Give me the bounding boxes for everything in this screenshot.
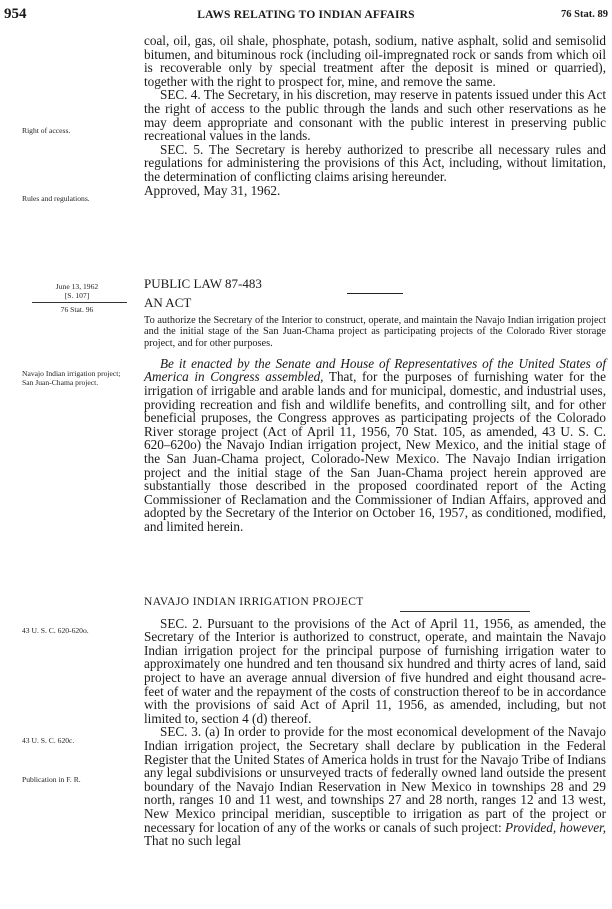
section-5: SEC. 5. The Secretary is hereby authorized to prescribe all necessary rules and regulations for administering the provisions of this Act, including, without limitation, the determination of conflicting claims arising hereunder. — [144, 141, 606, 184]
margin-note-date: June 13, 1962 — [55, 282, 99, 291]
running-title: LAWS RELATING TO INDIAN AFFAIRS — [197, 9, 415, 21]
approved-date: Approved, May 31, 1962. — [144, 182, 281, 198]
margin-note-bill: [S. 107] — [64, 291, 90, 300]
public-law-block — [144, 277, 606, 534]
running-header — [4, 6, 608, 28]
section-3-tail: That no such legal — [144, 833, 242, 849]
public-law-number: PUBLIC LAW 87-483 — [144, 276, 262, 291]
section-3-text: SEC. 3. (a) In order to provide for the most economical development of the Navajo Indian irrigation project, the Secretary shall declare by publication in the Federal Register that the United States of America holds in trust for the Navajo Tribe of Indians any legal subdivisions or unsurveyed tracts of federally owned land outside the present boundary of the Navajo Indian Reservation in New Mexico in townships 28 and 29 north, ranges 10 and 11 west, and townships 27 and 28 north, ranges 12 and 13 west, New Mexico principal meridian, susceptible to irrigation as part of the project or necessary for location of any of the works or canals of such project: — [144, 724, 606, 835]
section-4: SEC. 4. The Secretary, in his discretion, may reserve in patents issued under this Act the right of access to the public through the lands and such other reservations as he may deem appropriate and consonant with the public interest in preserving public recreational values in the lands. — [144, 87, 606, 144]
act-purpose: To authorize the Secretary of the Interior to construct, operate, and maintain the Navajo Indian irrigation project and the initial stage of the San Juan-Chama project as participating projects of the Colorado River storage project, and for other purposes. — [144, 315, 606, 349]
margin-note-usc-620: 43 U. S. C. 620-620o. — [22, 626, 89, 635]
margin-note-right-of-access: Right of access. — [22, 126, 71, 135]
margin-note-usc-620c: 43 U. S. C. 620c. — [22, 736, 75, 745]
margin-note-stat-ref: 76 Stat. 96 — [60, 305, 94, 314]
margin-note-publication: Publication in F. R. — [22, 775, 81, 784]
main-text — [144, 34, 606, 197]
continuation-paragraph: coal, oil, gas, oil shale, phosphate, potash, sodium, native asphalt, solid and semisolid bitumen, and bituminous rock (including oil-impregnated rock or sands from which oil is recoverable only by special treatment after the deposit is mined or quarried), together with the right to prospect for, mine, and remove the same. — [144, 33, 606, 89]
title-rule — [347, 293, 403, 294]
navajo-section-block — [144, 596, 606, 848]
statute-reference: 76 Stat. 89 — [561, 9, 608, 20]
page-number: 954 — [4, 6, 27, 22]
enacting-text: That, for the purposes of furnishing water for the irrigation of irrigable and arable lands and for municipal, domestic, and industrial uses, providing recreation and fish and wildlife benefits, and controlling silt, and for other beneficial pruposes, the Congress approves as participating projects of the Colorado River storage project (Act of April 11, 1956, 70 Stat. 105, as amended, 43 U. S. C. 620–620o) the Navajo Indian irrigation project, New Mexico, and the initial stage of the San Juan-Chama project, Colorado-New Mexico. The Navajo Indian irrigation project and the initial stage of the San Juan-Chama project herein approved are substantially those described in the proposed coordinated report of the Acting Commissioner of Reclamation and the Commissioner of Indian Affairs, approved and adopted by the Secretary of the Interior on October 16, 1957, as conditioned, modified, and limited herein. — [144, 369, 606, 534]
an-act-heading: AN ACT — [144, 294, 192, 310]
enacting-clause — [144, 357, 606, 534]
enacting-formula: Be it enacted by the Senate and House of Representatives of the United States of America in Congress assembled, — [144, 355, 606, 385]
section-2: SEC. 2. Pursuant to the provisions of the Act of April 11, 1956, as amended, the Secretary of the Interior is authorized to construct, operate, and maintain the Navajo Indian irrigation project for the principal purpose of furnishing irrigation water to approximately one hundred and ten thousand six hundred and thirty acres of land, said project to have an average annual diversion of five hundred and eight thousand acre-feet of water and the repayment of the costs of construction thereof to be in accordance with the provisions of said Act of April 11, 1956, as amended, including, but not limited to, section 4 (d) thereof. — [144, 615, 606, 726]
margin-note-rules-regulations: Rules and regulations. — [22, 194, 90, 203]
heading-rule — [400, 611, 530, 612]
section-heading: NAVAJO INDIAN IRRIGATION PROJECT — [144, 596, 364, 608]
margin-rule — [32, 302, 127, 303]
section-3 — [144, 725, 606, 847]
proviso: Provided, however, — [505, 819, 607, 835]
margin-note-navajo-project: Navajo Indian irrigation project; San Juan-Chama project. — [22, 369, 121, 387]
